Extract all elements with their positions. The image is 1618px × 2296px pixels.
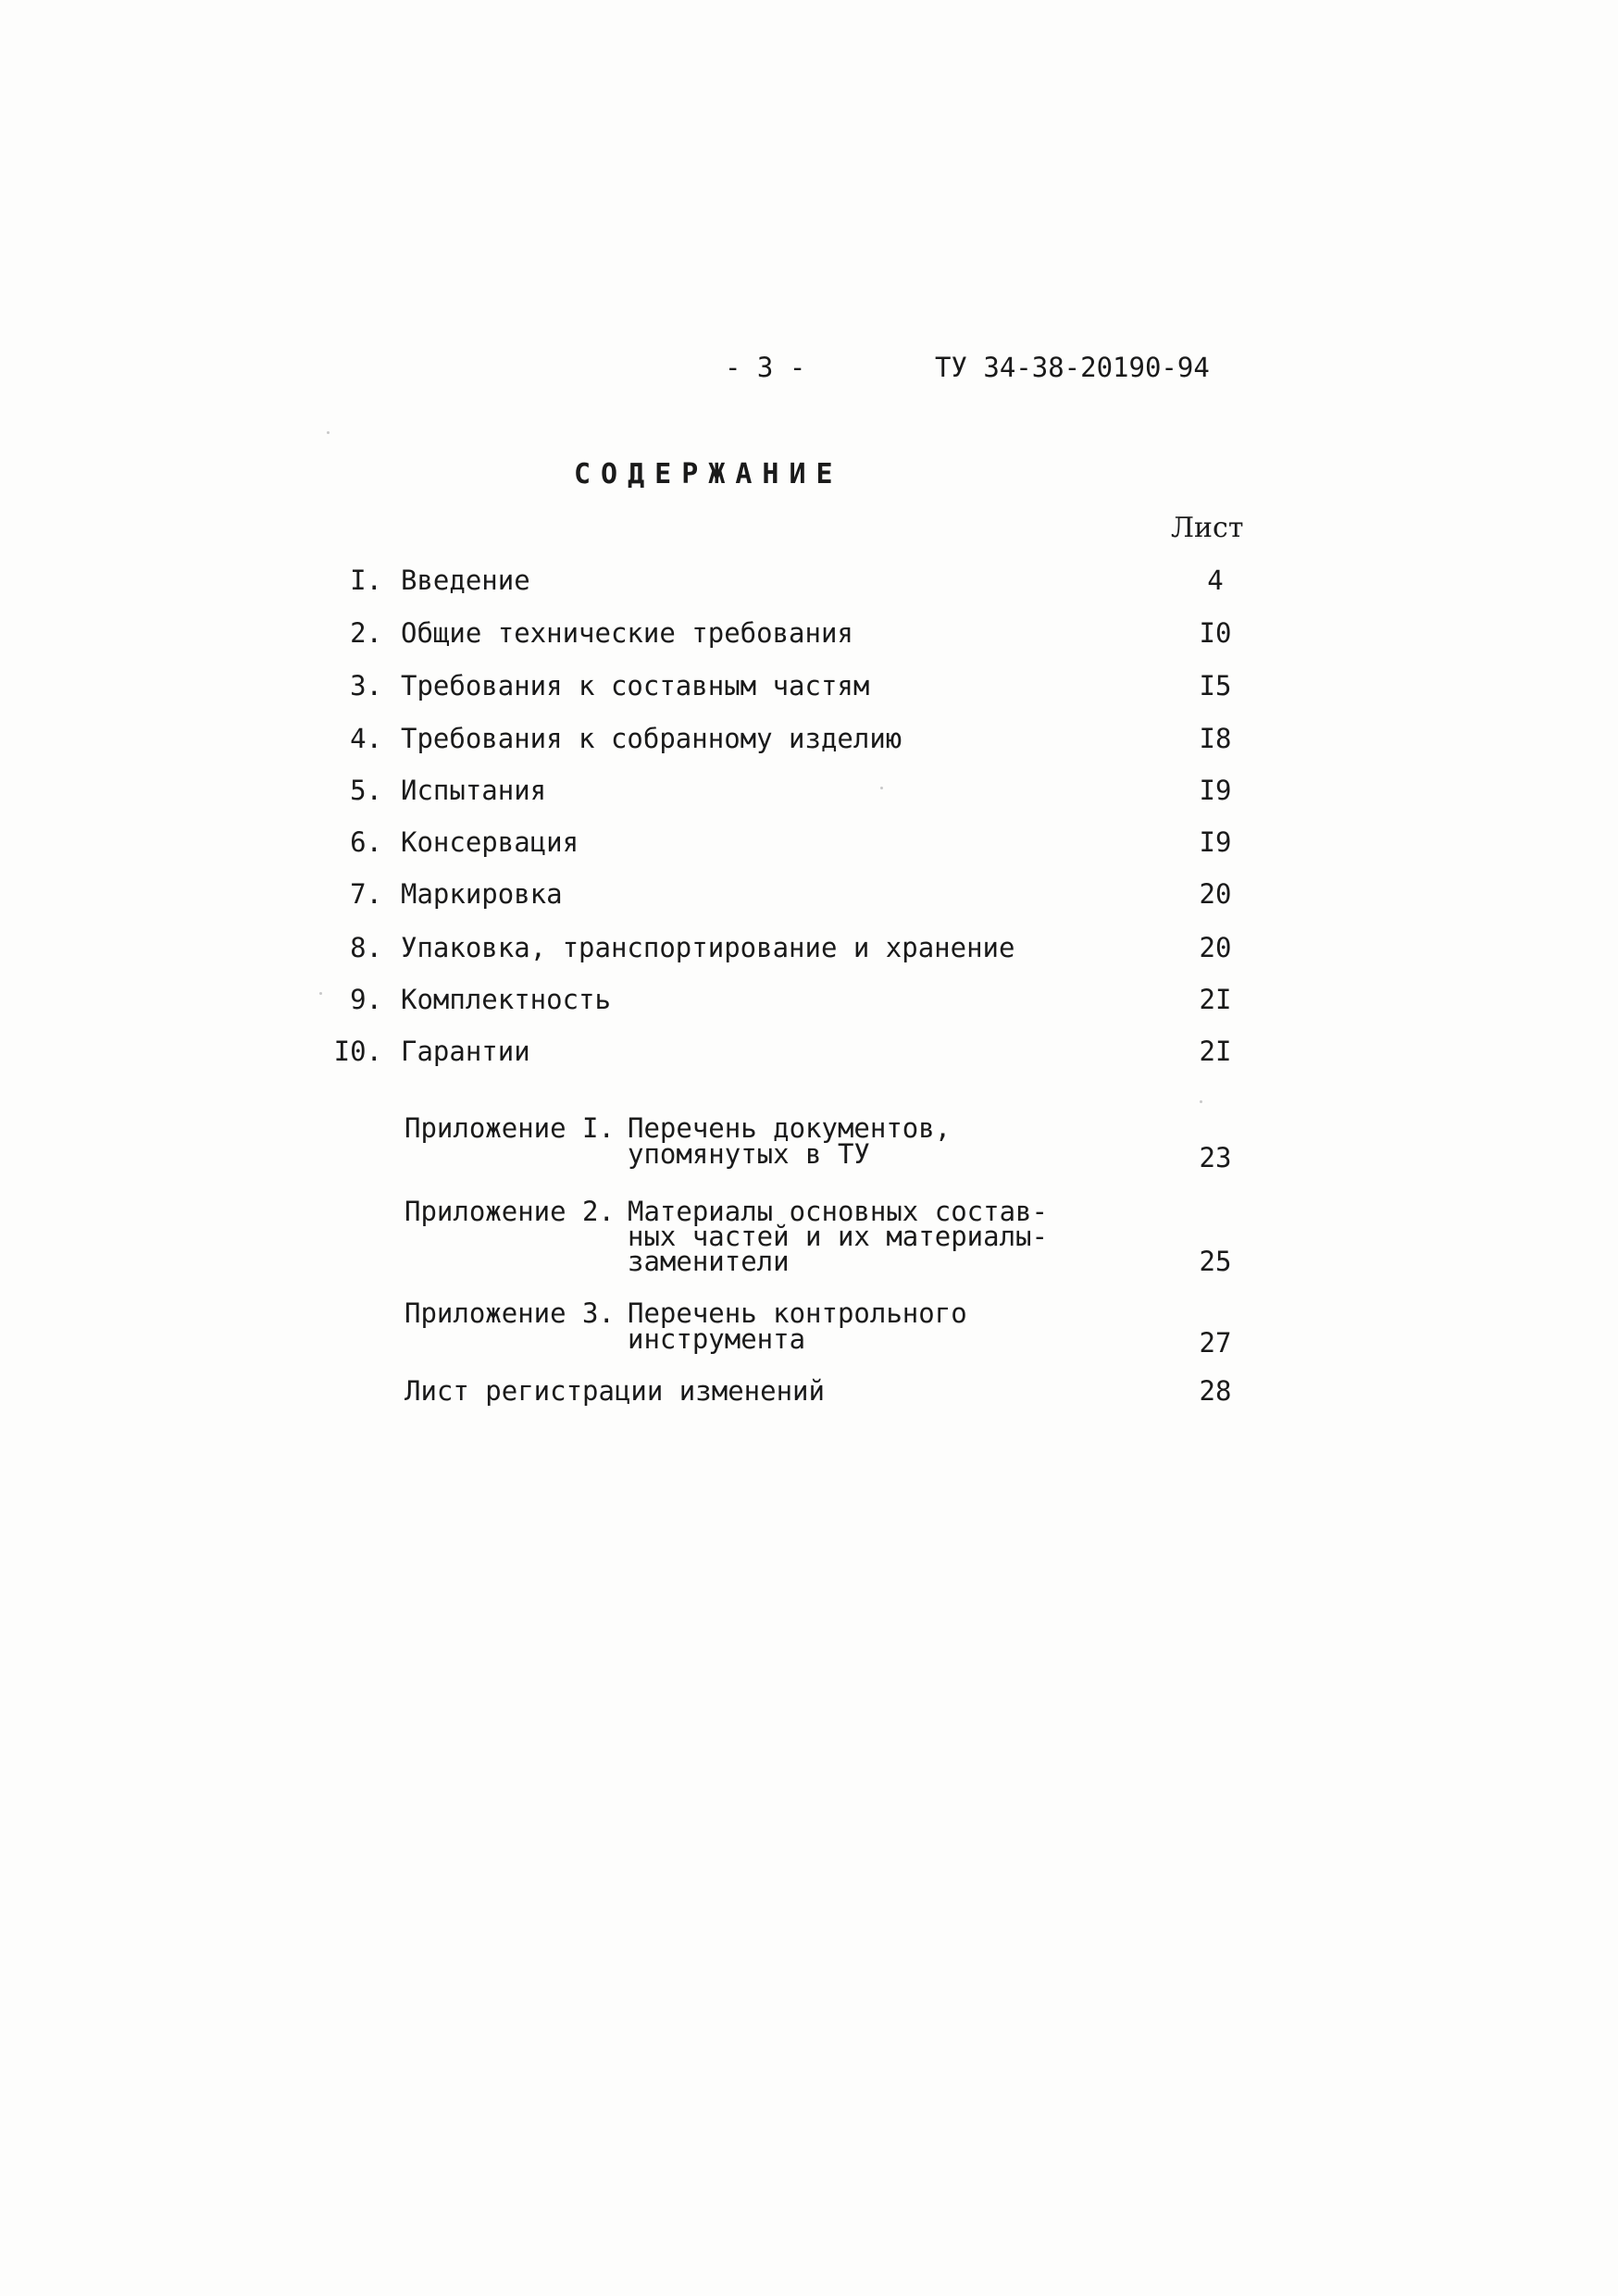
toc-entry-title: Введение bbox=[401, 565, 530, 596]
toc-entry-number: 9. bbox=[350, 984, 382, 1015]
toc-entry bbox=[0, 567, 1618, 604]
toc-entry-title: Комплектность bbox=[401, 984, 611, 1015]
sheet-column-label: Лист bbox=[1171, 512, 1244, 544]
toc-entry bbox=[0, 1038, 1618, 1075]
page-number: - 3 - bbox=[725, 352, 806, 383]
toc-entry-title: Гарантии bbox=[401, 1036, 530, 1067]
change-log-title: Лист регистрации изменений bbox=[404, 1375, 825, 1407]
toc-entry-number: 8. bbox=[350, 932, 382, 963]
toc-entry-number: 4. bbox=[350, 723, 382, 754]
document-id: ТУ 34-38-20190-94 bbox=[935, 352, 1210, 383]
toc-entry-title: Упаковка, транспортирование и хранение bbox=[401, 932, 1015, 963]
toc-entry-number: 6. bbox=[350, 826, 382, 858]
appendix-title-line: Перечень контрольного bbox=[628, 1297, 967, 1329]
toc-entry-page: I9 bbox=[1199, 826, 1232, 858]
scan-speck bbox=[319, 992, 322, 995]
toc-entry-page: I9 bbox=[1199, 775, 1232, 806]
toc-entry-number: I. bbox=[350, 565, 382, 596]
toc-entry-page: 4 bbox=[1207, 565, 1224, 596]
toc-entry-page: I5 bbox=[1199, 670, 1232, 701]
toc-entry-title: Требования к собранному изделию bbox=[401, 723, 902, 754]
toc-entry-title: Маркировка bbox=[401, 878, 563, 910]
toc-entry-number: 3. bbox=[350, 670, 382, 701]
scan-speck bbox=[1200, 1100, 1202, 1103]
toc-entry bbox=[0, 723, 1618, 763]
toc-entry-page: 2I bbox=[1199, 984, 1232, 1015]
toc-entry-page: 2I bbox=[1199, 1036, 1232, 1067]
appendix-page: 23 bbox=[1199, 1142, 1232, 1173]
toc-entry-number: I0. bbox=[333, 1036, 382, 1067]
toc-entry-title: Консервация bbox=[401, 826, 579, 858]
toc-entry bbox=[0, 984, 1618, 1024]
toc-entry bbox=[0, 617, 1618, 657]
change-log-page: 28 bbox=[1199, 1375, 1232, 1407]
appendix-title-line: Перечень документов, bbox=[628, 1112, 952, 1144]
toc-entry-page: I8 bbox=[1199, 723, 1232, 754]
toc-entry-number: 7. bbox=[350, 878, 382, 910]
appendix-title-line: инструмента bbox=[628, 1323, 806, 1355]
toc-entry bbox=[0, 932, 1618, 972]
appendix-label: Приложение 3. bbox=[404, 1297, 615, 1329]
appendix-page: 27 bbox=[1199, 1327, 1232, 1359]
appendix-title-line: ных частей и их материалы- bbox=[628, 1221, 1048, 1252]
toc-entry bbox=[0, 878, 1618, 918]
appendix-title-line: Материалы основных состав- bbox=[628, 1196, 1048, 1227]
scan-speck bbox=[880, 787, 883, 789]
appendix-label: Приложение 2. bbox=[404, 1196, 615, 1227]
appendix-label: Приложение I. bbox=[404, 1112, 615, 1144]
toc-entry-page: 20 bbox=[1199, 932, 1232, 963]
toc-entry-page: I0 bbox=[1199, 617, 1232, 649]
toc-entry-number: 2. bbox=[350, 617, 382, 649]
appendix-title-line: упомянутых в ТУ bbox=[628, 1138, 870, 1170]
toc-entry bbox=[0, 777, 1618, 814]
appendix-page: 25 bbox=[1199, 1246, 1232, 1277]
toc-entry-title: Испытания bbox=[401, 775, 547, 806]
toc-entry-title: Общие технические требования bbox=[401, 617, 853, 649]
toc-entry-number: 5. bbox=[350, 775, 382, 806]
scan-speck bbox=[327, 431, 330, 434]
toc-entry bbox=[0, 670, 1618, 710]
appendix-title-line: заменители bbox=[628, 1246, 790, 1277]
toc-entry-page: 20 bbox=[1199, 878, 1232, 910]
toc-entry bbox=[0, 826, 1618, 866]
toc-entry-title: Требования к составным частям bbox=[401, 670, 870, 701]
page-title: СОДЕРЖАНИЕ bbox=[574, 458, 843, 490]
